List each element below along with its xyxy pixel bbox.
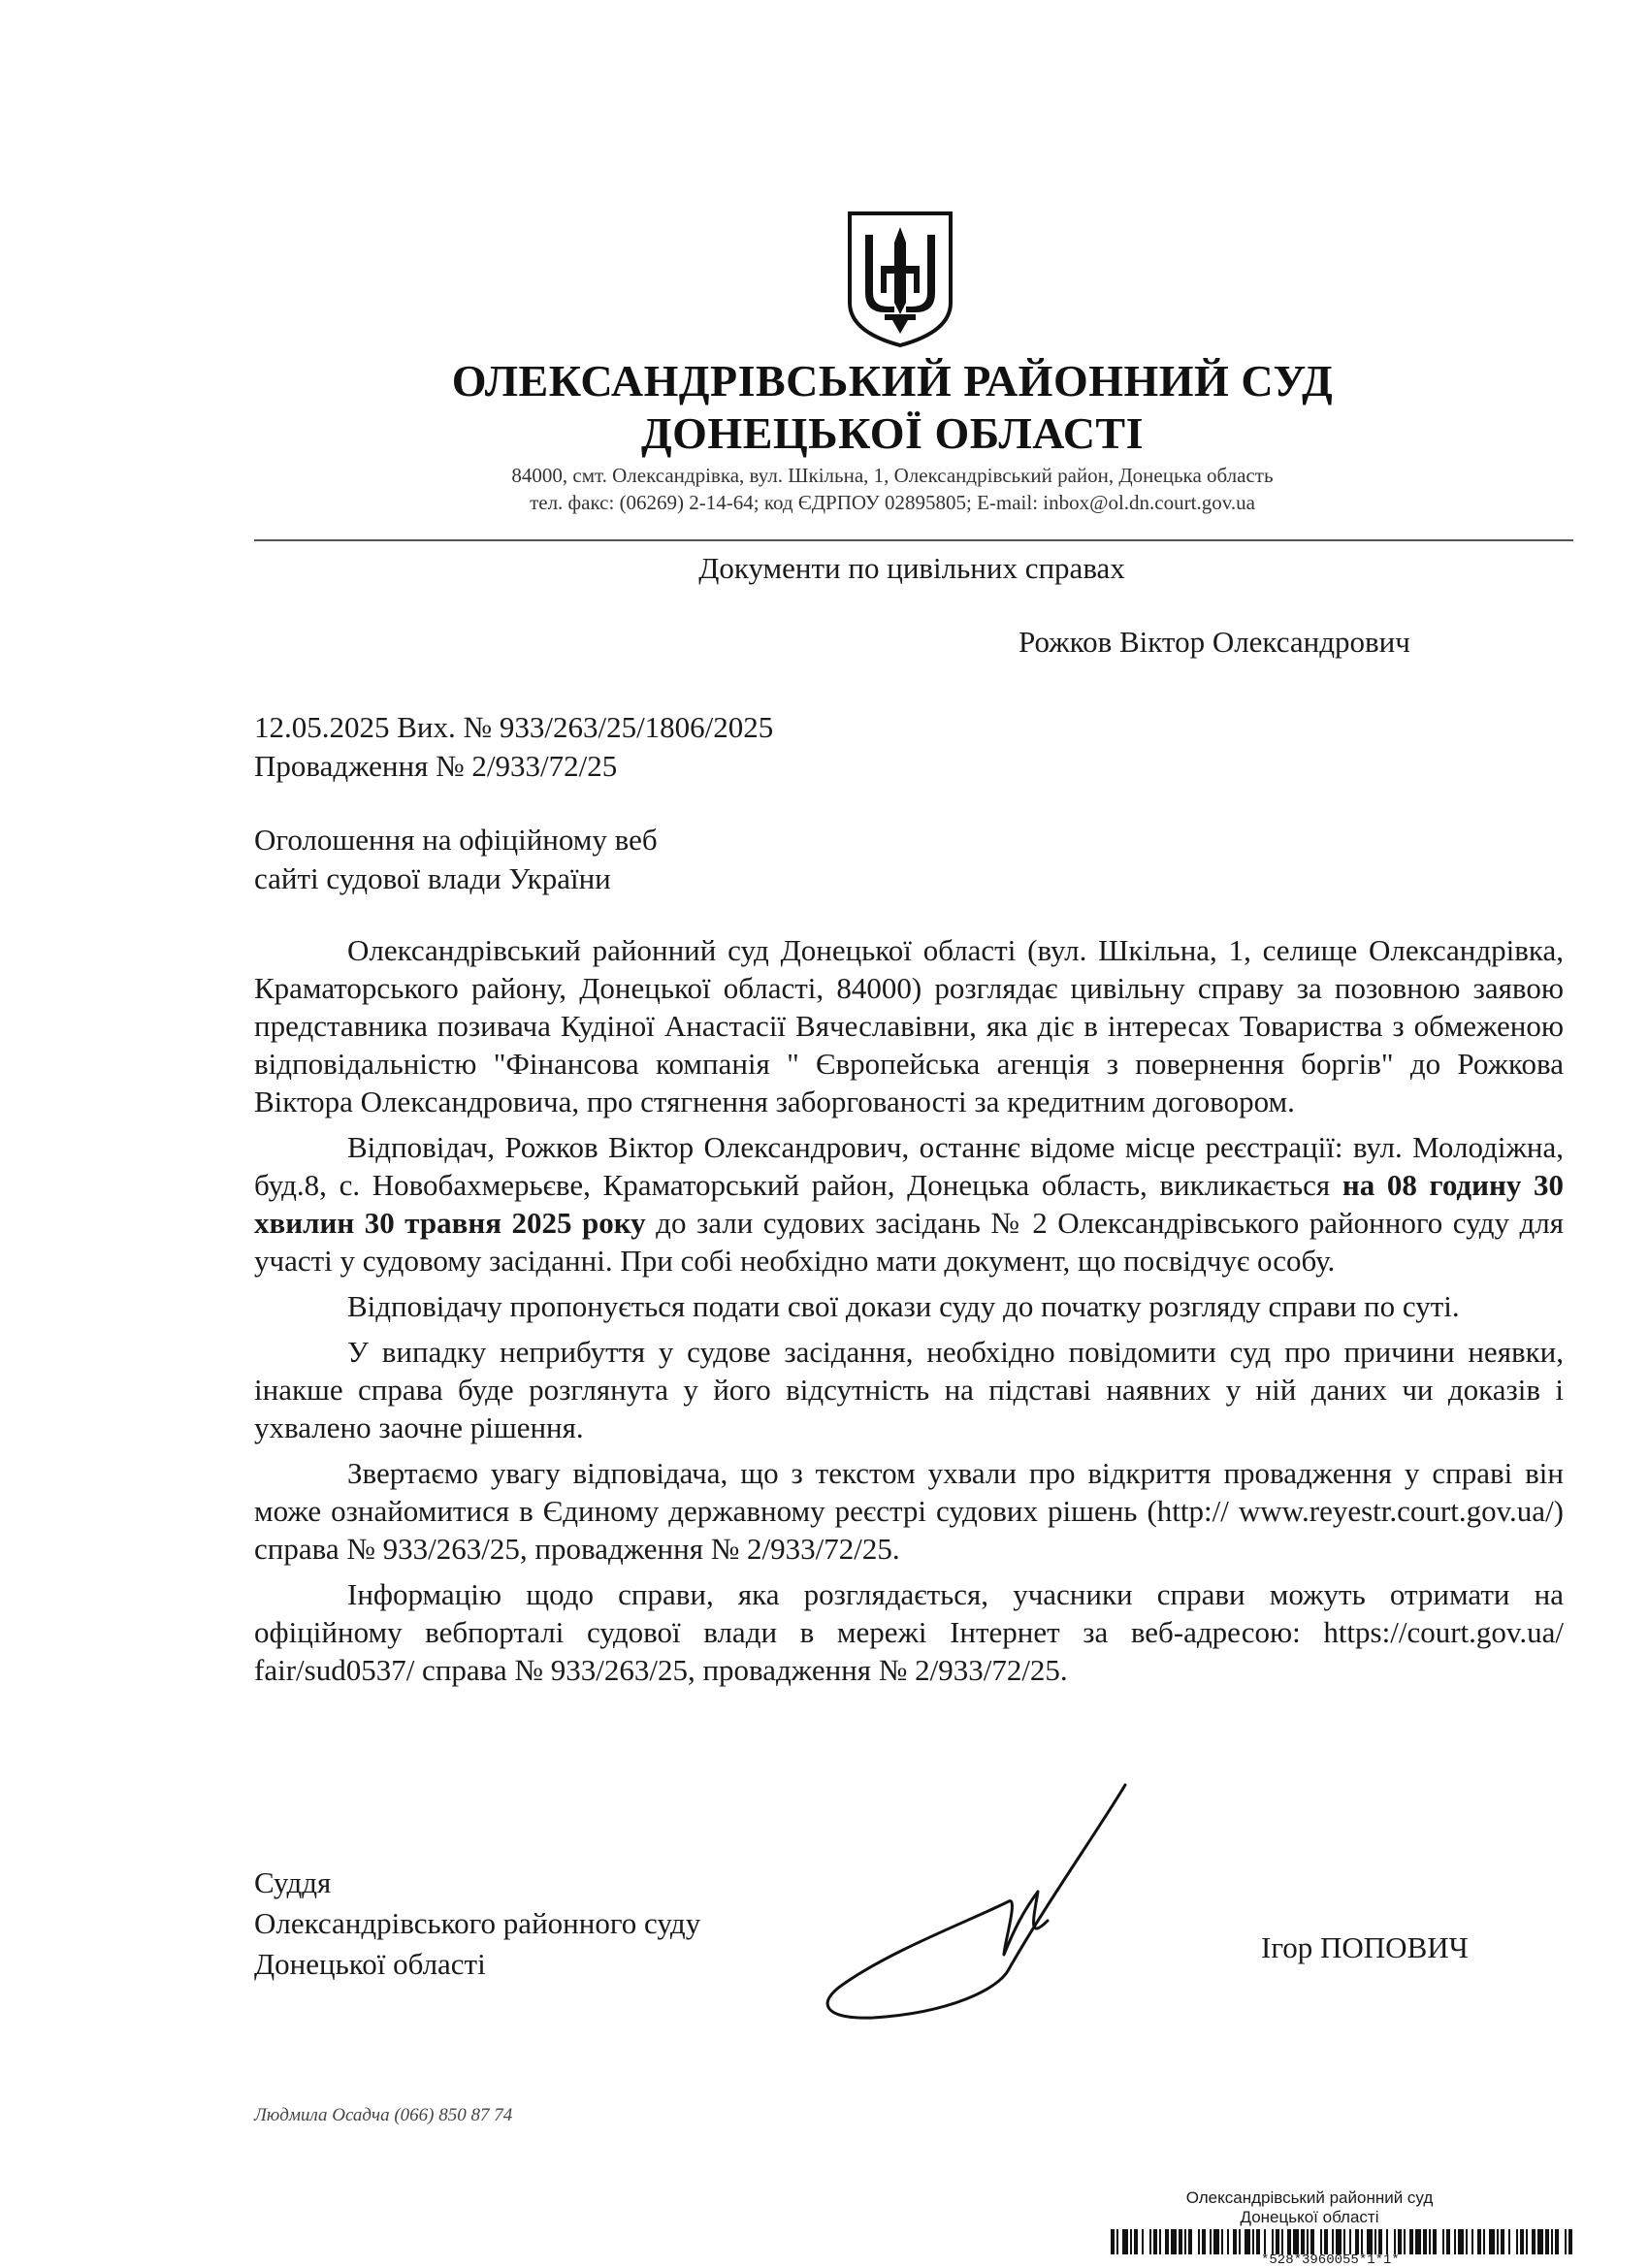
signature-region: Донецької області	[254, 1947, 486, 1981]
barcode-bar	[1501, 2229, 1504, 2254]
paragraph-evidence: Відповідачу пропонується подати свої докази суду до початку розгляду справи по суті.	[347, 1289, 1460, 1323]
barcode-bar	[1134, 2229, 1138, 2254]
trident-emblem-icon	[846, 210, 954, 349]
signature-title: Суддя	[254, 1865, 332, 1899]
barcode-bar	[1398, 2229, 1402, 2254]
barcode-bar	[1227, 2229, 1229, 2254]
barcode-bar	[1526, 2229, 1528, 2254]
subject-line1: Оголошення на офіційному веб	[254, 823, 658, 857]
barcode-bar	[1179, 2229, 1182, 2254]
barcode-bar	[1171, 2229, 1177, 2254]
barcode-bar	[1361, 2229, 1363, 2254]
barcode-bar	[1324, 2229, 1328, 2254]
barcode-bar	[1446, 2229, 1450, 2254]
barcode-bar	[1122, 2229, 1128, 2254]
barcode-number: *528*3960055*1*1*	[1261, 2252, 1400, 2268]
judge-name: Ігор ПОПОВИЧ	[1261, 1930, 1469, 1964]
barcode-bar	[1483, 2229, 1485, 2254]
signature-court: Олександрівського районного суду	[254, 1906, 701, 1940]
barcode-bar	[1287, 2229, 1291, 2254]
barcode-bar	[1233, 2229, 1237, 2254]
outgoing-number: 12.05.2025 Вих. № 933/263/25/1806/2025	[254, 710, 774, 744]
barcode-bar	[1264, 2229, 1266, 2254]
paragraph-summons	[254, 1128, 1564, 1280]
barcode-bar	[1415, 2229, 1421, 2254]
section-title: Документи по цивільних справах	[698, 551, 1125, 585]
barcode-bar	[1551, 2229, 1553, 2254]
barcode-bar	[1404, 2229, 1406, 2254]
paragraph-web-portal: Інформацію щодо справи, яка розглядається, учасники справи можуть отримати на офіційному вебпорталі судової влади в мережі Інтернет за веб-адресою: https://court.gov.ua/ fair/sud0537/ справа № 933/263/25, провадження № 2/933/72/25.	[254, 1577, 1564, 1687]
barcode	[1111, 2229, 1576, 2254]
barcode-bar	[1332, 2229, 1334, 2254]
stamp-region: Донецької області	[1240, 2208, 1379, 2226]
barcode-bar	[1489, 2229, 1495, 2254]
recipient-name: Рожков Віктор Олександрович	[1018, 625, 1410, 659]
barcode-bar	[1239, 2229, 1241, 2254]
court-name-line1: ОЛЕКСАНДРІВСЬКИЙ РАЙОННИЙ СУД	[451, 356, 1334, 405]
barcode-bar	[1202, 2229, 1206, 2254]
barcode-bar	[1537, 2229, 1543, 2254]
barcode-bar	[1442, 2229, 1444, 2254]
barcode-bar	[1184, 2229, 1186, 2254]
paragraph-registry: Звертаємо увагу відповідача, що з текстом ухвали про відкриття провадження у справі він може ознайомитися в Єдиному державному реєстрі судових рішень (http:// www.reyestr.court.gov.ua/) справа № 933/263/25, провадження № 2/933/72/25.	[254, 1456, 1564, 1566]
executor-contact: Людмила Осадча (066) 850 87 74	[254, 2105, 513, 2125]
barcode-bar	[1130, 2229, 1132, 2254]
barcode-bar	[1320, 2229, 1322, 2254]
barcode-bar	[1310, 2229, 1314, 2254]
barcode-bar	[1516, 2229, 1518, 2254]
barcode-bar	[1188, 2229, 1192, 2254]
barcode-bar	[1276, 2229, 1279, 2254]
summons-text-before: Відповідач, Рожков Віктор Олександрович, останнє відоме місце реєстрації: вул. Молодіжна, буд.8, с. Новобахмерьєве, Краматорський район, Донецька область, викликається	[254, 1130, 1564, 1202]
barcode-bar	[1281, 2229, 1283, 2254]
barcode-bar	[1198, 2229, 1200, 2254]
court-contacts: тел. факс: (06269) 2-14-64; код ЄДРПОУ 02895805; E-mail: inbox@ol.dn.court.gov.ua	[530, 491, 1255, 514]
barcode-bar	[1252, 2229, 1254, 2254]
paragraph-absence: У випадку неприбуття у судове засідання, необхідно повідомити суд про причини неявки, інакше справа буде розглянута у його відсутність на підставі наявних у ній даних чи доказів і ухвалено заочне рішення.	[254, 1335, 1564, 1444]
barcode-bar	[1142, 2229, 1144, 2254]
barcode-bar	[1508, 2229, 1510, 2254]
barcode-bar	[1477, 2229, 1481, 2254]
barcode-bar	[1568, 2229, 1572, 2254]
barcode-bar	[1336, 2229, 1342, 2254]
barcode-bar	[1165, 2229, 1169, 2254]
hearing-datetime: на 08 годину 30 хвилин 30 травня 2025 року	[254, 1168, 1564, 1240]
barcode-bar	[1301, 2229, 1305, 2254]
barcode-bar	[1367, 2229, 1373, 2254]
barcode-bar	[1245, 2229, 1250, 2254]
barcode-bar	[1116, 2229, 1118, 2254]
registration-stamp	[1106, 2188, 1513, 2227]
barcode-bar	[1355, 2229, 1359, 2254]
stamp-court-name: Олександрівський районний суд	[1185, 2188, 1434, 2207]
barcode-bar	[1256, 2229, 1260, 2254]
barcode-bar	[1429, 2229, 1431, 2254]
barcode-bar	[1532, 2229, 1536, 2254]
barcode-bar	[1307, 2229, 1309, 2254]
barcode-bar	[1555, 2229, 1559, 2254]
barcode-bar	[1221, 2229, 1223, 2254]
barcode-bar	[1159, 2229, 1161, 2254]
barcode-bar	[1497, 2229, 1499, 2254]
barcode-bar	[1378, 2229, 1382, 2254]
barcode-bar	[1374, 2229, 1376, 2254]
barcode-bar	[1213, 2229, 1219, 2254]
barcode-bar	[1466, 2229, 1468, 2254]
header-divider	[254, 539, 1573, 541]
barcode-bar	[1149, 2229, 1151, 2254]
barcode-bar	[1394, 2229, 1396, 2254]
summons-text-after: до зали судових засідань № 2 Олександрівського районного суду для участі у судовому засіданні. При собі необхідно мати документ, що посвідчує особу.	[254, 1206, 1564, 1278]
proceeding-number: Провадження № 2/933/72/25	[254, 749, 618, 783]
barcode-bar	[1471, 2229, 1473, 2254]
barcode-bar	[1565, 2229, 1567, 2254]
barcode-bar	[1153, 2229, 1157, 2254]
barcode-bar	[1272, 2229, 1274, 2254]
barcode-bar	[1458, 2229, 1464, 2254]
barcode-bar	[1409, 2229, 1413, 2254]
barcode-bar	[1349, 2229, 1351, 2254]
barcode-bar	[1343, 2229, 1345, 2254]
court-name-line2: ДОНЕЦЬКОЇ ОБЛАСТІ	[640, 408, 1145, 458]
barcode-bar	[1433, 2229, 1437, 2254]
court-address: 84000, смт. Олександрівка, вул. Шкільна, 1, Олександрівський район, Донецька область	[511, 464, 1274, 487]
barcode-bar	[1111, 2229, 1115, 2254]
handwritten-signature	[805, 1775, 1154, 2027]
barcode-bar	[1454, 2229, 1456, 2254]
barcode-bar	[1423, 2229, 1427, 2254]
barcode-bar	[1545, 2229, 1549, 2254]
paragraph-claim: Олександрівський районний суд Донецької області (вул. Шкільна, 1, селище Олександрівка, Краматорського району, Донецької області, 84000) розглядає цивільну справу за позовною заявою представника позивача Кудіної Анастасії Вячеславівни, яка діє в інтересах Товариства з обмеженою відповідальністю "Фінансова компанія " Європейська агенція з повернення боргів" до Рожкова Віктора Олександровича, про стягнення заборгованості за кредитним договором.	[254, 933, 1564, 1118]
barcode-bar	[1293, 2229, 1299, 2254]
barcode-bar	[1520, 2229, 1524, 2254]
barcode-bar	[1386, 2229, 1388, 2254]
signature-block	[254, 1863, 700, 1985]
subject-line2: сайті судової влади України	[254, 861, 611, 895]
barcode-bar	[1210, 2229, 1212, 2254]
letter-body	[254, 931, 1564, 1697]
